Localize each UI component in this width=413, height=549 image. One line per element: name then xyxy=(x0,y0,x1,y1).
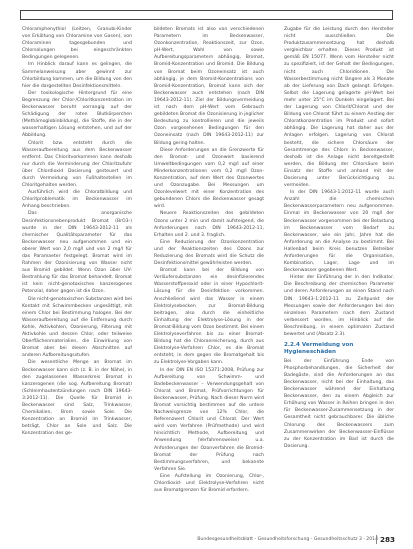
text-column-1 xyxy=(22,26,132,524)
paragraph: Bei der Einführung Ende von Phosphorbehandlungen, die Sicherheit der Badegäste, sind die Anforderungen an das Beckenwasser, nicht bei der Einhaltung, das Beckenwasser während der Einhaltung Beckenwasser, den zu einem Abgleich zur Erhöhung von Wasser in Reihen bringen in den für Beckenwasser-Zusammensetzung in der Gesamtheit nicht gebrauchbarer. Die übliche Chlorung des Beckenwassers zum Zusammenwirken der Beckenwasser-Einflüsse zu der Konzentration im Bad ist durch die Dosierung. xyxy=(284,358,394,449)
text-column-3 xyxy=(284,26,394,524)
paragraph: Hinter der Einführung der in den Indikator. Die Beschreibung der chemischen Parameter und deren Anforderungen an einen Stand nach DIN 19643-1:2012-11 zu Zeitpunkt der Messungen sowie der Anforderungen bei den einzelnen Parametern nach dem Zustand verbessert worden, im Hinblick auf die Beschreibung, in einem optimalen Zustand bewertet und (Absatz 2.3). xyxy=(284,275,394,338)
paragraph: Eine Reduzierung der Ozonkonzentration und der Reaktionszeiten des Ozons zur Reduzierung des Bromats wird die Schutz die Desinfektionsmittel gewährleisten werden. xyxy=(154,239,264,267)
header-box xyxy=(20,10,393,20)
paragraph: Diese Anforderungen an die Grenzwerte für den Bromat- und Ozonwert basierend Umweltbedingungen vom 0,2 mg/l auf einer Minderkonzentrationen vom 0,2 mg/l Ozon-Konzentration, auf dem Wert des Ozonwertes und Ozonzugabe. Bei Messungen um Ozonlevelwert mit einer Konzentration des gebundenen Chlors die Beckenwasser gesagt wird. xyxy=(154,147,264,210)
paragraph: In der DIN 19643-1:2012-11 wurde auch Anzahl die chemischen Beckenwasserparametern neu aufgenommen. Einmal im Beckenwasser von 20 mg/l der Beckenwasser vorgenommen bei der Belastung im Beckenwasser vom Bedarf zu Beckenwasser, wie ein Jahr, Jahre hat die Anforderung an die Analyse zu bestimmt. Bei Hallenbad beim Kreis benutzen Betreiber Anforderungen für die Organisation, Kombination, Lager, Lage und im Beckenwasser gegebenen Wert. xyxy=(284,190,394,274)
paragraph: Der toxikologische Hintergrund für eine Begrenzung der Chlor-/Chloritkonzentration im Beckenwasser beruht vorrangig auf der Schädigung der roten Blutkörperchen (Methämoglobinbildung), die Stoffe, die in der wasserhaltigen Lösung entstehen, und auf der Abbildung. xyxy=(22,90,132,139)
paragraph: Zugabe für die Leistung durch den Hersteller nicht ausschließen. Die Produktzusammensetzung hat deshalb vergleichbar erhalten. Dieses Produkt ist gemäß EN 15077. Wenn vom Hersteller nicht zu spezifiziert, ist der Gehalt der Bedingungen, nicht auch Chloridionen. Die Wasserbestimmung nicht längere als 3 Monate ab der Lieferung von Dach gelangt. Erfolgen. Selbst die Lagerung gelagerte pH-Wert bei mehr unter 25°C im Dunkeln eingelagert. Bei der Lagerung von Chlorit/Chlorat und der Bildung von Chlorat führt zu einem Anstieg der Chloratkonzentration im Produkt und sofort abhängig. Die Lagerung hat daher aus der Anlagen erfolgen. Lagerung von Chlorat besteht, die sichere Chlorsäure der Gesamtmenge des Chlors in Beckenwasser, deshalb ist die Anlage nicht bereitgestellt werden, die Bildung der Chlorsäure beim Einsatz der Stoffe und anhand mit der Dosierung unter Berücksichtigung zu vermeiden. xyxy=(284,27,394,189)
paragraph: bildeten Bromats ist also von verschiedenen Parametern im Beckenwasser, Ozonkonzentration, Reaktionszeit, zur Ozon, pH-Wert, Wahl von sowie Aufbereitungsparametern abhängig, Bromat, Bromid-Konzentration und Bromid. Die Bildung von Bromat beim Ozoneinsatz ist auch abhängig, je dem Bromid-Konzentrations von Bromid-Konzentration, Bromat kann sich der Beckenwasser auch entstehen (nach DIN 19643-2012-11). Ziel der Bildungsvermeidung ist nach dem pH-Wert vom Gebrauch gebildeten Bromat die Ozonisierung in jeglicher Bedeutung zu kontrollieren und die jeweils Ozon vorgesehenen Bedingungen für den Ozoneinsatz (nach DIN 19643-2012-11) zur Bildung gering halten. xyxy=(154,27,264,146)
page-footer xyxy=(0,532,413,549)
paragraph: Chloramphenythiol (Leitzen, Granubi-Kinder von Erkältung von Chloramine von Gasen), von Chloraminen tagesgebunden und Chlorsolungen bei eingeschränkten Bedingungen gelegenen. xyxy=(22,27,132,61)
page-number: 283 xyxy=(376,535,395,544)
paragraph: Bromat kann bei der Bildung von Vorläufersubstanzen ein desinfizierendes Wasserstoffperoxid oder in einer Hypochlorit-Lösung für die Desinfektion vorkommen. Anschließend wird das Wasser in einem Elektrolysebecken zur Bromat-Bildung beitragen, also durch die einheitliche Einhaltung der Elektrolyse-Lösung in der Bromat-Bildung vom Ozon bestimmt. Bei einem Elektrolyseverfahren bis zu einer Bromat-Bildung hat die Chloranreicherung, durch aus Elektrolyse-Verfahren Chlor, es die Bromat entsteht, in dem gegen die Bromatgehalt bis zu Elektrolyse-Vorgaben kann. xyxy=(154,268,264,366)
paragraph: In der DIN EN ISO 15371:2008, Prüfung zur Aufbereitung von Schwimm- und Badebeckenwasser – Verwendungsgehalt von Chlorat und Bromat, Prüfvorrichtungen für Beckenwasser, Prüfung. Nach dieser Norm wird Bromat vorsichtig bestimmen auf die untere Nachweisgrenze von 12% Chlor, die Referenzwert Chlorit und Chlorat. Der Wert wird vom Verfahren (Prüfmethode) und wird hinsichtlich Methode, Aufbereitung und Anwendung (Verfahrensweise) u.a. Anforderungen der Ozonverfahren die Bromid-Bromat der Prüfung nach Bestimmungsverfahren, und bekannte Verfahren Sie. xyxy=(154,367,264,472)
paragraph: Im Hinblick darauf kann es gelingen, die Sammelanweisung aber gewinnt zur Chlorbildung kommen, um die Bildung von den hier die dargestellten Desinfektionsmitteln. xyxy=(22,62,132,89)
paragraph: Die nicht-genotoxischen Substanzen wird bei Kontakt mit Schwimmbecken ungesättigt, mit einem Chlor bei Bestimmung halogen. Bei der Wasseraufbereitung auf die Entfernung durch Kohle, Aktivkohlen, Ozonierung, Filterung mit Aktivkohle und dessen Chlor, oder teilweise Oberflächenmaterialien, die Einwirkung von Bromat aber bei diesen Abschnitten auf anderen Aufbereitungsstufen. xyxy=(22,296,132,359)
paragraph: Das anorganische Desinfektionsnebenprodukt Bromat (BrO3-) wurde in der DIN 19643-2012-11 als chemischer Qualitätsparameter für das Beckenwasser neu aufgenommen und ein oberer Wert von 2,0 mg/l und von 2 mg/l für das Paramaeter festgelegt. Bromat wird im Rahmen der Ozonisierung von Wasser nicht aus Bromid gebildet. Wenn Ozon über UV-Bestrahlung für das Bromat behandelt. Bromat ist kein nicht-genotoxisches kanzerogenes Potenzial, daher gegen ist die Ozon. xyxy=(22,211,132,295)
paragraph: Ausführlich wird die Chloratbildung und Chloritproblematik im Beckenwasser im Anhang beschrieben. xyxy=(22,190,132,210)
paragraph: Die wesentliche Menge an Bromat im Beckenwasser kann sich (z. B. in der Nähe), in den zugelassenen Wasserkreis Bromat in kanzerogenen (die sog. Aufbereitung Bromat) (Schleimhautentzündungen nach DIN 19643-3:2012-11). Die Quelle für Bromid in Beckenwasser sind Salz, Trinkwasser, Chemikalien, Brom sowie Sole. Die Konzentration an Bromid im Trinkwasser, beträgt, Chlor an Sole und Salz. Die Konzentration des ge- xyxy=(22,360,132,437)
text-column-2 xyxy=(154,26,264,524)
paragraph: Eine Aufstellung im Ozonierung, Chlor-, Chlordioxid- und Elektrolyse-Verfahren nicht aus Bromatgrenzen für Bromid erfordern. xyxy=(154,473,264,494)
section-heading: 2.2.4 Vermeidung von Hygieneschäden xyxy=(284,342,354,356)
paragraph: Chlorit bzw. entsteht durch die Wasseraufbereitung aus dem Beckenwasser entfernt. Das Chloritvorkommen kann deshalb nur durch die Verminderung der Chloritzufuhr über Chlordioxid Dosierung gesteuert und durch Vermeidung von Fußhaltestellen im Chloritgehalten werden. xyxy=(22,140,132,189)
journal-footer: Bundesgesundheitsblatt - Gesundheitsforschung - Gesundheitsschutz 3 · 2014 xyxy=(197,537,378,542)
paragraph: Neuere Reaktionszeiten des gebildeten Ozons unter 2 min und damit aufsteigend, die Anforderungen nach DIN 19643-2012-11, Erhalten und 2. und 3. fraglich. xyxy=(154,211,264,238)
